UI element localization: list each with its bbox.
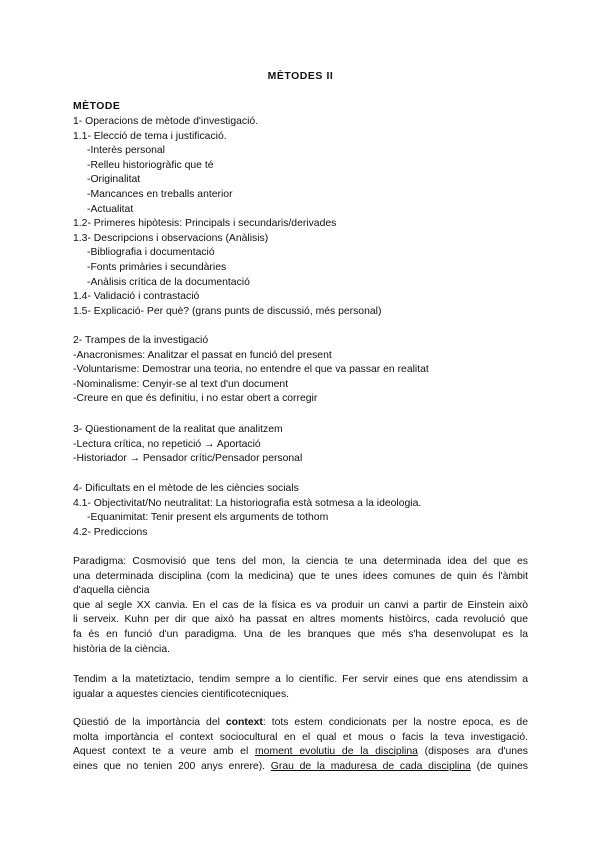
list-item: -Bibliografia i documentació xyxy=(87,247,215,259)
bold-term-context: context xyxy=(225,717,263,728)
list-item: -Lectura crítica, no repetició → Aportació xyxy=(73,438,261,450)
section-4 xyxy=(73,482,528,540)
list-item: -Originalitat xyxy=(87,174,141,186)
paragraph-matetitzacio xyxy=(73,673,528,702)
list-item: 4- Dificultats en el mètode de les ciències socials xyxy=(73,483,299,494)
list-item: -Voluntarisme: Demostrar una teoria, no entendre el que va passar en realitat xyxy=(73,364,429,376)
list-item: 1.3- Descripcions i observacions (Anàlisis) xyxy=(73,232,269,244)
paragraph-line xyxy=(73,760,528,775)
list-item: -Fonts primàries i secundàries xyxy=(87,261,227,273)
paragraph-line: una determinada disciplina (com la medicina) que te unes idees comunes de quin és l'àmbit xyxy=(73,570,528,582)
section-2 xyxy=(73,334,528,407)
paragraph-line: que al segle XX canvia. En el cas de la física es va produir un canvi a partir de Einstein això xyxy=(73,599,528,611)
list-item: -Actualitat xyxy=(87,203,134,215)
list-item: -Creure en que és definitiu, i no estar obert a corregir xyxy=(73,393,318,405)
list-item: 1.4- Validació i contrastació xyxy=(73,291,200,303)
list-item: 2- Trampes de la investigació xyxy=(73,335,209,346)
underlined-term: Grau de la maduresa de cada disciplina xyxy=(270,760,471,772)
text-run: : tots estem condicionats per la nostre epoca, es de xyxy=(262,717,528,728)
list-item: -Equanimitat: Tenir present els arguments de tothom xyxy=(87,512,329,524)
paragraph-line: història de la ciència. xyxy=(73,643,171,655)
paragraph-line: li serveix. Kuhn per dir que això ha passat en altres moments històircs, cada revolució que xyxy=(73,614,528,626)
paragraph-line: igualar a aquestes ciencies cientificotecniques. xyxy=(73,688,290,700)
page-title: MÈTODES II xyxy=(267,71,334,82)
list-item: -Nominalisme: Cenyir-se al text d'un document xyxy=(73,378,289,390)
section-1 xyxy=(73,115,528,319)
paragraph-paradigma xyxy=(73,555,528,657)
text-run: (disposes ara d'unes xyxy=(417,746,528,758)
section-3 xyxy=(73,423,528,467)
list-item: -Historiador → Pensador crític/Pensador personal xyxy=(73,453,303,465)
list-item: 1.5- Explicació- Per què? (grans punts de discussió, més personal) xyxy=(73,305,382,317)
list-item: 1- Operacions de mètode d'investigació. xyxy=(73,116,259,127)
paragraph-line: fa és en funció d'un paradigma. Una de les branques que més s'ha desenvolupat es la xyxy=(73,628,528,640)
text-run: Qüestió de la importància del xyxy=(73,717,226,728)
list-item: -Anàlisis crítica de la documentació xyxy=(87,276,250,288)
list-item: 1.2- Primeres hipòtesis: Principals i secundaris/derivades xyxy=(73,218,337,230)
list-item: -Mancances en treballs anterior xyxy=(87,188,233,200)
text-run: (de quines xyxy=(470,760,528,772)
list-item: 1.1- Elecció de tema i justificació. xyxy=(73,130,227,142)
underlined-term: moment evolutiu de la disciplina xyxy=(255,746,418,758)
paragraph-line: d'aquella ciència xyxy=(73,585,150,597)
paragraph-line xyxy=(73,716,528,731)
paragraph-line: molta importància el context sociocultural en el qual et mous o facis la teva investigació. xyxy=(73,731,528,743)
list-item: -Anacronismes: Analitzar el passat en funció del present xyxy=(73,349,332,361)
list-item: 3- Qüestionament de la realitat que analitzem xyxy=(73,424,283,435)
paragraph-line: Tendim a la matetiztacio, tendim sempre a lo científic. Fer servir eines que ens atendissim a xyxy=(73,674,528,685)
text-run: Aquest context te a veure amb el xyxy=(73,746,256,758)
list-item: 4.1- Objectivitat/No neutralitat: La historiografia està sotmesa a la ideologia. xyxy=(73,497,422,509)
list-item: -Relleu historiogràfic que té xyxy=(87,159,214,171)
list-item: -Interès personal xyxy=(87,145,165,157)
section-heading: MÈTODE xyxy=(73,101,121,112)
list-item: 4.2- Prediccions xyxy=(73,526,148,538)
text-run: eines que no tenien 200 anys enrere). xyxy=(73,760,271,772)
paragraph-line: Paradigma: Cosmovisió que tens del mon, la ciencia te una determinada idea del que es xyxy=(73,556,528,567)
paragraph-line xyxy=(73,745,528,760)
paragraph-context xyxy=(73,716,528,774)
